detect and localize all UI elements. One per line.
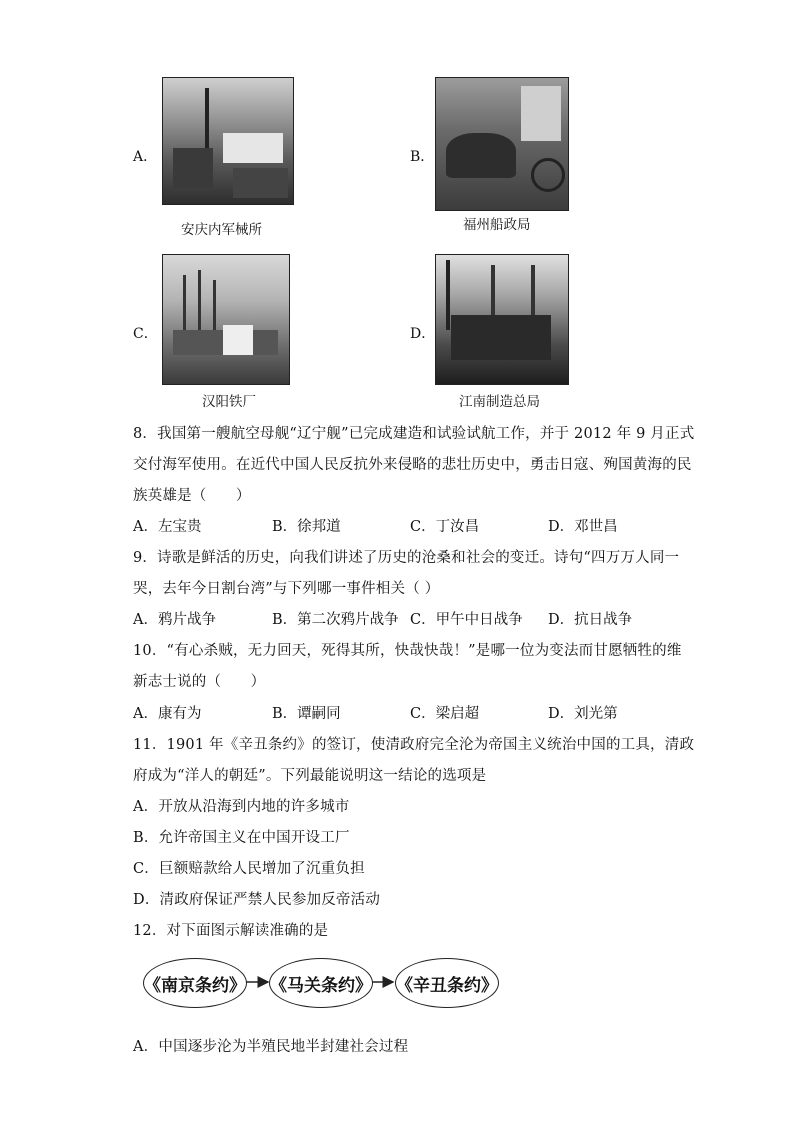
- caption-jiangnan: 江南制造总局: [459, 394, 540, 410]
- q9-option-b[interactable]: B．第二次鸦片战争: [272, 612, 399, 628]
- q12-option-a[interactable]: A．中国逐步沦为半殖民地半封建社会过程: [133, 1039, 409, 1055]
- q9-option-c[interactable]: C．甲午中日战争: [410, 612, 523, 628]
- diagram-shimonoseki-treaty: 《马关条约》: [269, 958, 373, 1008]
- q9-line-2: 哭，去年今日割台湾”与下列哪一事件相关（ ）: [133, 581, 440, 597]
- q10-option-d[interactable]: D．刘光第: [548, 706, 618, 722]
- option-letter-a: A．: [133, 149, 158, 165]
- q12-line-1: 12．对下面图示解读准确的是: [133, 923, 329, 939]
- q8-option-d[interactable]: D．邓世昌: [548, 519, 618, 535]
- diagram-nanjing-treaty: 《南京条约》: [143, 958, 247, 1008]
- option-letter-b: B．: [410, 149, 435, 165]
- diagram-boxer-protocol: 《辛丑条约》: [395, 958, 499, 1008]
- q9-option-d[interactable]: D．抗日战争: [548, 612, 633, 628]
- q9-line-1: 9．诗歌是鲜活的历史，向我们讲述了历史的沧桑和社会的变迁。诗句“四万万人同一: [133, 550, 680, 566]
- q11-option-c[interactable]: C．巨额赔款给人民增加了沉重负担: [133, 861, 365, 877]
- option-letter-c: C．: [133, 326, 158, 342]
- q8-line-3: 族英雄是（ ）: [133, 488, 251, 504]
- caption-fuzhou: 福州船政局: [463, 217, 531, 233]
- q8-option-c[interactable]: C．丁汝昌: [410, 519, 480, 535]
- q10-line-2: 新志士说的（ ）: [133, 674, 266, 690]
- q11-line-2: 府成为“洋人的朝廷”。下列最能说明这一结论的选项是: [133, 768, 487, 784]
- q8-line-2: 交付海军使用。在近代中国人民反抗外来侵略的悲壮历史中，勇击日寇、殉国黄海的民: [133, 457, 692, 473]
- option-letter-d: D．: [410, 326, 436, 342]
- q11-option-d[interactable]: D．清政府保证严禁人民参加反帝活动: [133, 892, 381, 908]
- caption-hanyang: 汉阳铁厂: [202, 394, 256, 410]
- q9-option-a[interactable]: A．鸦片战争: [133, 612, 216, 628]
- q10-option-b[interactable]: B．谭嗣同: [272, 706, 341, 722]
- caption-anqing: 安庆内军械所: [181, 222, 262, 238]
- q10-line-1: 10．“有心杀贼，无力回天，死得其所，快哉快哉！”是哪一位为变法而甘愿牺牲的维: [133, 643, 682, 659]
- q8-option-b[interactable]: B．徐邦道: [272, 519, 341, 535]
- q8-line-1: 8．我国第一艘航空母舰“辽宁舰”已完成建造和试验试航工作，并于 2012 年 9 月正式: [133, 426, 695, 442]
- q11-option-b[interactable]: B．允许帝国主义在中国开设工厂: [133, 830, 350, 846]
- q11-line-1: 11．1901 年《辛丑条约》的签订，使清政府完全沦为帝国主义统治中国的工具，清政: [133, 737, 695, 753]
- q8-option-a[interactable]: A．左宝贵: [133, 519, 202, 535]
- q11-option-a[interactable]: A．开放从沿海到内地的许多城市: [133, 799, 350, 815]
- q10-option-c[interactable]: C．梁启超: [410, 706, 480, 722]
- q10-option-a[interactable]: A．康有为: [133, 706, 202, 722]
